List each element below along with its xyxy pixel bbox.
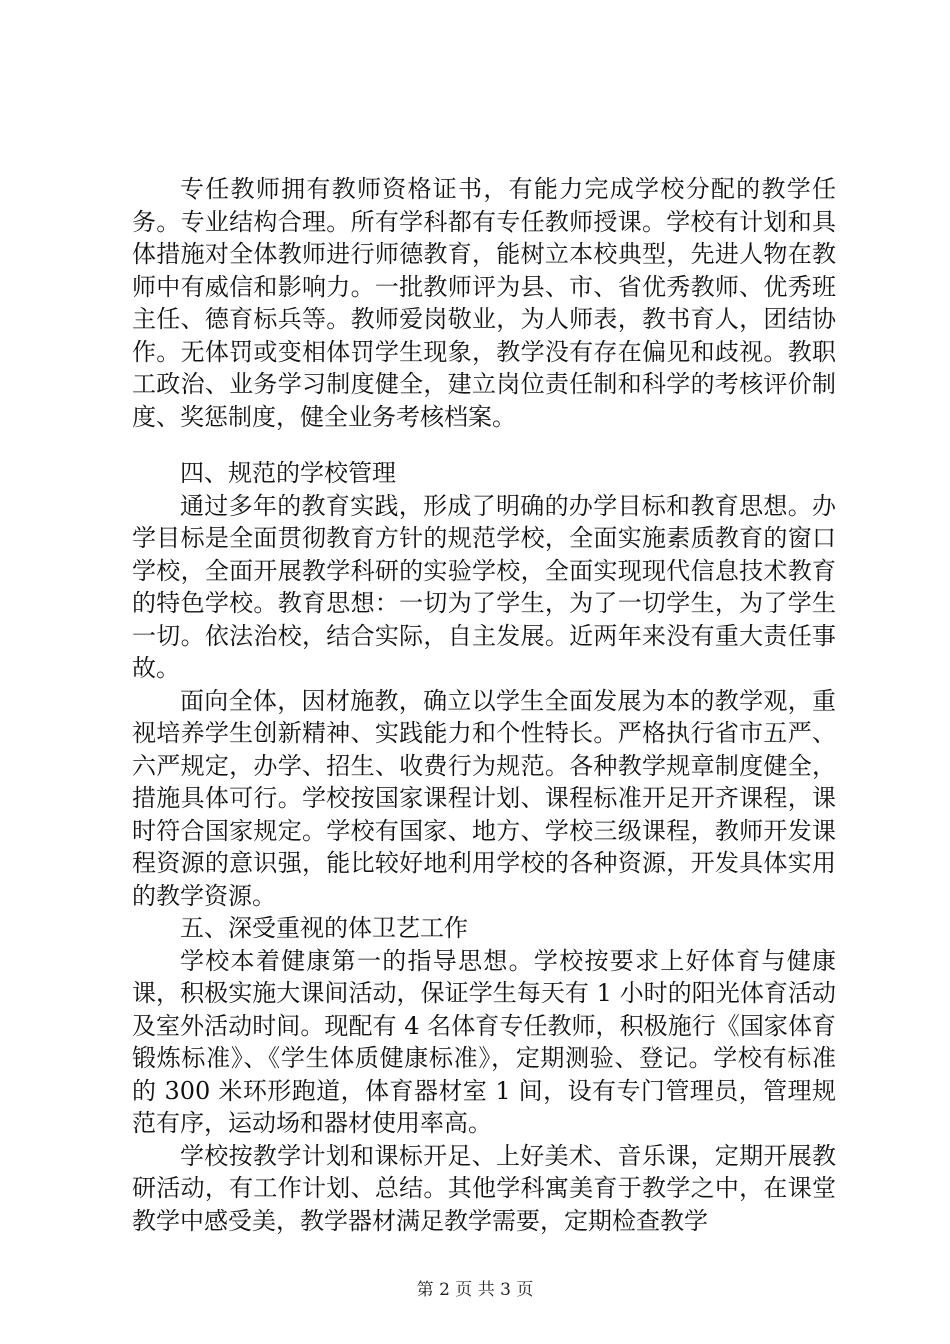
paragraph-arts: 学校按教学计划和课标开足、上好美术、音乐课，定期开展教研活动，有工作计划、总结。其他学科寓美育于教学之中，在课堂教学中感受美，教学器材满足教学需要，定期检查教学 (132, 1141, 836, 1235)
page-footer: 第 2 页 共 3 页 (416, 1280, 534, 1300)
heading-sports-health-arts: 五、深受重视的体卫艺工作 (180, 914, 468, 942)
paragraph-sports: 学校本着健康第一的指导思想。学校按要求上好体育与健康课，积极实施大课间活动，保证学生每天有 1 小时的阳光体育活动及室外活动时间。现配有 4 名体育专任教师，积极施行《国家体育锻炼标准》、《学生体质健康标准》，定期测验、登记。学校有标准的 300 米环形跑道，体育器材室 1 间，设有专门管理员，管理规范有序，运动场和器材使用率高。 (132, 946, 836, 1137)
document-body (132, 173, 836, 1237)
heading-school-management: 四、规范的学校管理 (180, 459, 396, 487)
section-gap (132, 433, 836, 457)
paragraph-teaching-view: 面向全体，因材施教，确立以学生全面发展为本的教学观，重视培养学生创新精神、实践能力和个性特长。严格执行省市五严、六严规定，办学、招生、收费行为规范。各种教学规章制度健全，措施具体可行。学校按国家课程计划、课程标准开足开齐课程，课时符合国家规定。学校有国家、地方、学校三级课程，教师开发课程资源的意识强，能比较好地利用学校的各种资源，开发具体实用的教学资源。 (132, 686, 836, 910)
paragraph-school-goals: 通过多年的教育实践，形成了明确的办学目标和教育思想。办学目标是全面贯彻教育方针的规范学校，全面实施素质教育的窗口学校，全面开展教学科研的实验学校，全面实现现代信息技术教育的特色学校。教育思想：一切为了学生，为了一切学生，为了学生一切。依法治校，结合实际，自主发展。近两年来没有重大责任事故。 (132, 491, 836, 682)
paragraph-teachers: 专任教师拥有教师资格证书，有能力完成学校分配的教学任务。专业结构合理。所有学科都有专任教师授课。学校有计划和具体措施对全体教师进行师德教育，能树立本校典型，先进人物在教师中有威信和影响力。一批教师评为县、市、省优秀教师、优秀班主任、德育标兵等。教师爱岗敬业，为人师表，教书育人，团结协作。无体罚或变相体罚学生现象，教学没有存在偏见和歧视。教职工政治、业务学习制度健全，建立岗位责任制和科学的考核评价制度、奖惩制度，健全业务考核档案。 (132, 175, 836, 431)
